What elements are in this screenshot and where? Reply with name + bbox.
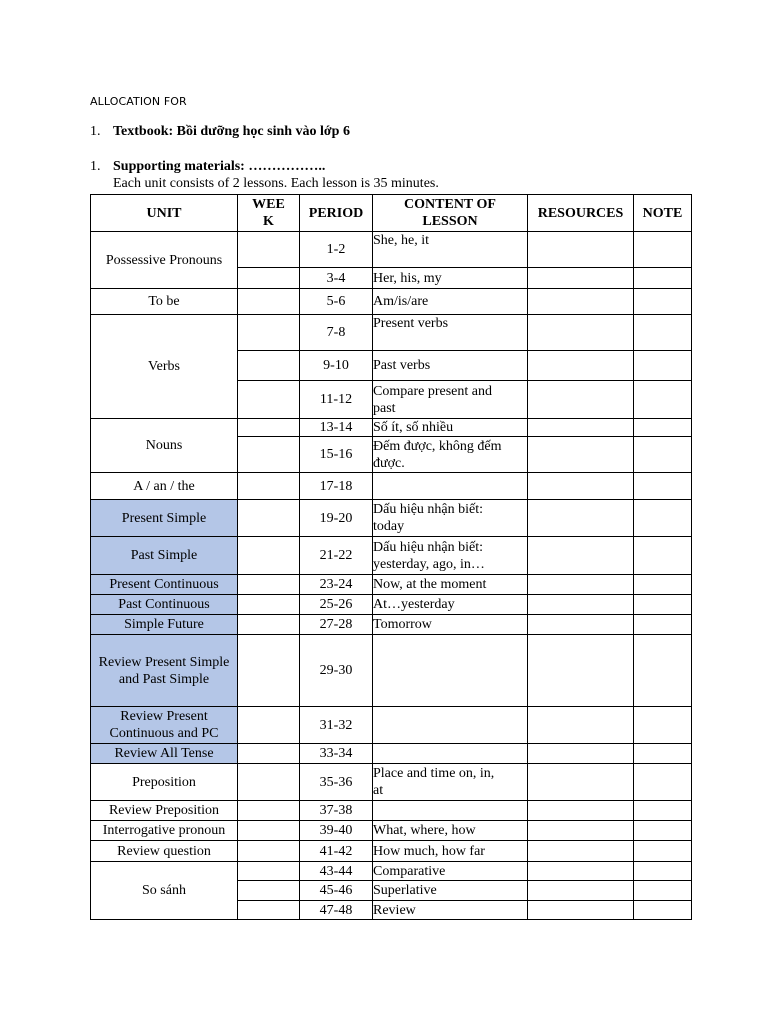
- table-row: [91, 575, 692, 595]
- week-cell: [238, 595, 300, 615]
- week-cell: [238, 821, 300, 841]
- note-cell: [634, 821, 692, 841]
- table-row: [91, 635, 692, 707]
- table-row: [91, 595, 692, 615]
- list-number: 1.: [90, 124, 101, 139]
- note-cell: [634, 901, 692, 920]
- content-cell: Review: [373, 901, 528, 920]
- content-cell: Tomorrow: [373, 615, 528, 635]
- unit-cell: Review question: [91, 841, 238, 862]
- unit-cell: Present Simple: [91, 500, 238, 537]
- unit-cell: Nouns: [91, 419, 238, 473]
- content-line: được.: [373, 455, 405, 471]
- period-cell: 19-20: [300, 500, 373, 537]
- period-cell: 47-48: [300, 901, 373, 920]
- period-cell: 5-6: [300, 289, 373, 315]
- resources-cell: [528, 801, 634, 821]
- note-cell: [634, 707, 692, 744]
- content-line: Đếm được, không đếm: [373, 438, 502, 454]
- period-cell: 7-8: [300, 315, 373, 351]
- header-resources: RESOURCES: [528, 195, 634, 232]
- table-row: [91, 537, 692, 575]
- content-line: yesterday, ago, in…: [373, 556, 485, 572]
- unit-cell: A / an / the: [91, 473, 238, 500]
- resources-cell: [528, 437, 634, 473]
- content-line: past: [373, 400, 396, 416]
- unit-cell: Possessive Pronouns: [91, 232, 238, 289]
- allocation-table: [90, 194, 692, 920]
- note-cell: [634, 764, 692, 801]
- note-cell: [634, 381, 692, 419]
- note-cell: [634, 351, 692, 381]
- content-cell: Số ít, số nhiều: [373, 419, 528, 437]
- unit-line: Review Present Simple: [98, 654, 230, 670]
- unit-cell: Simple Future: [91, 615, 238, 635]
- period-cell: 27-28: [300, 615, 373, 635]
- period-cell: 13-14: [300, 419, 373, 437]
- resources-cell: [528, 315, 634, 351]
- note-cell: [634, 537, 692, 575]
- table-row: [91, 744, 692, 764]
- content-cell: [373, 437, 528, 473]
- resources-cell: [528, 500, 634, 537]
- note-cell: [634, 289, 692, 315]
- unit-line: Review Present: [120, 709, 208, 724]
- resources-cell: [528, 595, 634, 615]
- note-cell: [634, 635, 692, 707]
- content-cell: [373, 381, 528, 419]
- table-row: [91, 764, 692, 801]
- header-period: PERIOD: [300, 195, 373, 232]
- period-cell: 11-12: [300, 381, 373, 419]
- note-cell: [634, 595, 692, 615]
- note-cell: [634, 500, 692, 537]
- resources-cell: [528, 881, 634, 901]
- table-row: [91, 473, 692, 500]
- resources-cell: [528, 289, 634, 315]
- table-row: [91, 500, 692, 537]
- content-cell: [373, 764, 528, 801]
- unit-line: and Past Simple: [118, 671, 210, 687]
- period-cell: 9-10: [300, 351, 373, 381]
- header-content: [373, 195, 528, 232]
- table-row: [91, 232, 692, 268]
- textbook-line: [90, 124, 350, 140]
- unit-cell: Present Continuous: [91, 575, 238, 595]
- content-cell: Now, at the moment: [373, 575, 528, 595]
- period-cell: 35-36: [300, 764, 373, 801]
- table-row: [91, 615, 692, 635]
- table-row: [91, 841, 692, 862]
- content-line: Dấu hiệu nhận biết:: [373, 502, 484, 517]
- header-week: [238, 195, 300, 232]
- period-cell: 15-16: [300, 437, 373, 473]
- unit-cell: So sánh: [91, 862, 238, 920]
- period-cell: 37-38: [300, 801, 373, 821]
- resources-cell: [528, 351, 634, 381]
- week-cell: [238, 419, 300, 437]
- resources-cell: [528, 268, 634, 289]
- resources-cell: [528, 841, 634, 862]
- period-cell: 41-42: [300, 841, 373, 862]
- content-line: Place and time on, in,: [373, 766, 495, 781]
- note-cell: [634, 437, 692, 473]
- header-unit: UNIT: [91, 195, 238, 232]
- header-week-line2: K: [263, 214, 274, 229]
- content-line: Dấu hiệu nhận biết:: [373, 539, 484, 555]
- note-cell: [634, 419, 692, 437]
- content-line: today: [373, 519, 405, 534]
- resources-cell: [528, 635, 634, 707]
- period-cell: 3-4: [300, 268, 373, 289]
- table-row: [91, 862, 692, 881]
- table-row: [91, 315, 692, 351]
- resources-cell: [528, 862, 634, 881]
- resources-cell: [528, 473, 634, 500]
- allocation-heading: ALLOCATION FOR: [90, 95, 187, 108]
- resources-cell: [528, 615, 634, 635]
- supporting-materials-line: [90, 159, 325, 175]
- note-cell: [634, 615, 692, 635]
- lesson-note: Each unit consists of 2 lessons. Each lesson is 35 minutes.: [113, 176, 439, 191]
- week-cell: [238, 351, 300, 381]
- content-cell: She, he, it: [373, 232, 528, 268]
- week-cell: [238, 315, 300, 351]
- resources-cell: [528, 575, 634, 595]
- content-cell: At…yesterday: [373, 595, 528, 615]
- note-cell: [634, 744, 692, 764]
- unit-cell: Interrogative pronoun: [91, 821, 238, 841]
- week-cell: [238, 901, 300, 920]
- period-cell: 43-44: [300, 862, 373, 881]
- week-cell: [238, 575, 300, 595]
- week-cell: [238, 615, 300, 635]
- week-cell: [238, 764, 300, 801]
- content-cell: Present verbs: [373, 315, 528, 351]
- week-cell: [238, 862, 300, 881]
- content-cell: Past verbs: [373, 351, 528, 381]
- unit-cell: Review Preposition: [91, 801, 238, 821]
- note-cell: [634, 268, 692, 289]
- week-cell: [238, 707, 300, 744]
- unit-line: Continuous and PC: [109, 726, 219, 741]
- unit-cell: Verbs: [91, 315, 238, 419]
- list-number: 1.: [90, 159, 101, 174]
- content-cell: [373, 707, 528, 744]
- note-cell: [634, 841, 692, 862]
- unit-cell: Preposition: [91, 764, 238, 801]
- resources-cell: [528, 821, 634, 841]
- week-cell: [238, 881, 300, 901]
- period-cell: 23-24: [300, 575, 373, 595]
- note-cell: [634, 862, 692, 881]
- note-cell: [634, 315, 692, 351]
- period-cell: 31-32: [300, 707, 373, 744]
- week-cell: [238, 381, 300, 419]
- table-row: [91, 707, 692, 744]
- content-cell: Am/is/are: [373, 289, 528, 315]
- content-line: at: [373, 783, 384, 798]
- note-cell: [634, 881, 692, 901]
- week-cell: [238, 289, 300, 315]
- resources-cell: [528, 744, 634, 764]
- header-content-line2: LESSON: [422, 214, 478, 229]
- content-cell: How much, how far: [373, 841, 528, 862]
- period-cell: 1-2: [300, 232, 373, 268]
- note-cell: [634, 473, 692, 500]
- week-cell: [238, 635, 300, 707]
- week-cell: [238, 841, 300, 862]
- content-cell: [373, 744, 528, 764]
- content-cell: [373, 473, 528, 500]
- table-row: [91, 821, 692, 841]
- content-cell: What, where, how: [373, 821, 528, 841]
- header-content-line1: CONTENT OF: [404, 197, 496, 212]
- week-cell: [238, 437, 300, 473]
- content-cell: [373, 635, 528, 707]
- content-cell: [373, 500, 528, 537]
- period-cell: 33-34: [300, 744, 373, 764]
- unit-cell: Review All Tense: [91, 744, 238, 764]
- content-cell: Superlative: [373, 881, 528, 901]
- week-cell: [238, 268, 300, 289]
- content-cell: [373, 537, 528, 575]
- week-cell: [238, 232, 300, 268]
- resources-cell: [528, 232, 634, 268]
- week-cell: [238, 500, 300, 537]
- unit-cell: [91, 635, 238, 707]
- period-cell: 39-40: [300, 821, 373, 841]
- week-cell: [238, 801, 300, 821]
- period-cell: 21-22: [300, 537, 373, 575]
- content-cell: Her, his, my: [373, 268, 528, 289]
- note-cell: [634, 575, 692, 595]
- unit-cell: Past Simple: [91, 537, 238, 575]
- unit-cell: Past Continuous: [91, 595, 238, 615]
- supporting-materials-label: Supporting materials: ……………..: [113, 159, 326, 174]
- content-cell: Comparative: [373, 862, 528, 881]
- period-cell: 45-46: [300, 881, 373, 901]
- resources-cell: [528, 901, 634, 920]
- period-cell: 25-26: [300, 595, 373, 615]
- header-note: NOTE: [634, 195, 692, 232]
- table-row: [91, 801, 692, 821]
- resources-cell: [528, 764, 634, 801]
- period-cell: 17-18: [300, 473, 373, 500]
- content-line: Compare present and: [373, 383, 492, 399]
- unit-cell: [91, 707, 238, 744]
- resources-cell: [528, 707, 634, 744]
- period-cell: 29-30: [300, 635, 373, 707]
- resources-cell: [528, 419, 634, 437]
- note-cell: [634, 801, 692, 821]
- resources-cell: [528, 381, 634, 419]
- content-cell: [373, 801, 528, 821]
- header-week-line1: WEE: [252, 197, 285, 212]
- week-cell: [238, 473, 300, 500]
- week-cell: [238, 537, 300, 575]
- unit-cell: To be: [91, 289, 238, 315]
- table-row: [91, 419, 692, 437]
- week-cell: [238, 744, 300, 764]
- table-header-row: [91, 195, 692, 232]
- resources-cell: [528, 537, 634, 575]
- textbook-label: Textbook: Bồi dưỡng học sinh vào lớp 6: [113, 124, 350, 139]
- table-row: [91, 289, 692, 315]
- note-cell: [634, 232, 692, 268]
